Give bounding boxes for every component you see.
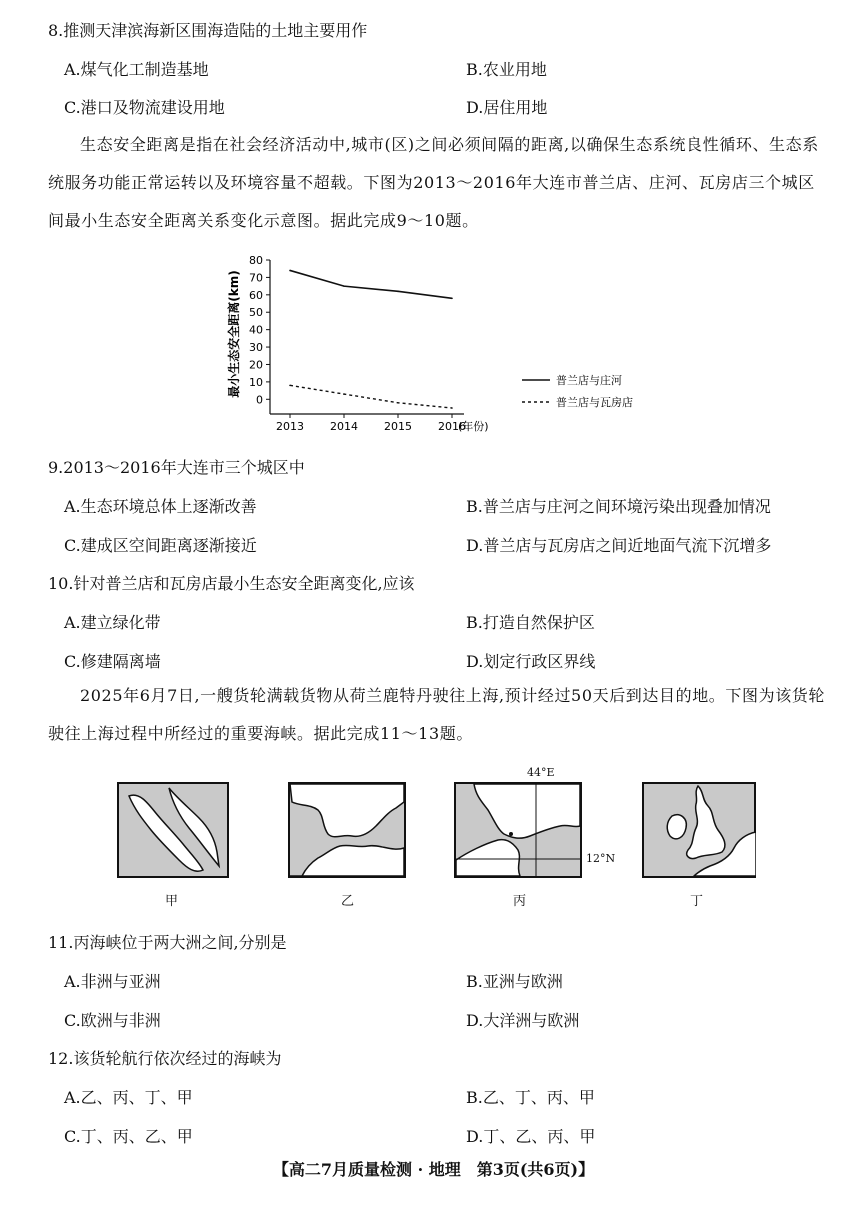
map-yi: [288, 782, 406, 878]
chart-legend: [522, 373, 633, 409]
q10-option-b[interactable]: B.打造自然保护区: [466, 613, 595, 632]
q10-option-a[interactable]: A.建立绿化带: [64, 613, 161, 632]
x-tick-label: 2013: [276, 420, 304, 433]
page-footer: 【高二7月质量检测 · 地理 第3页(共6页)】: [272, 1160, 595, 1179]
q8-option-a[interactable]: A.煤气化工制造基地: [64, 60, 209, 79]
q8-option-d[interactable]: D.居住用地: [466, 98, 548, 117]
data-point: [397, 402, 399, 404]
q11-option-d[interactable]: D.大洋洲与欧洲: [466, 1011, 580, 1030]
series-line-1: [290, 270, 452, 298]
y-tick-label: 80: [249, 254, 263, 267]
x-tick-label: 2016: [438, 420, 466, 433]
data-point: [451, 407, 453, 409]
x-tick-label: 2014: [330, 420, 358, 433]
q10-stem: 10.针对普兰店和瓦房店最小生态安全距离变化,应该: [48, 574, 415, 593]
chart-x-ticks: [276, 414, 466, 433]
q9-option-b[interactable]: B.普兰店与庄河之间环境污染出现叠加情况: [466, 497, 771, 516]
q11-stem: 11.丙海峡位于两大洲之间,分别是: [48, 933, 287, 952]
map-label-yi: 乙: [341, 894, 355, 909]
y-tick-label: 50: [249, 306, 263, 320]
q12-option-c[interactable]: C.丁、丙、乙、甲: [64, 1127, 193, 1146]
q12-option-b[interactable]: B.乙、丁、丙、甲: [466, 1088, 595, 1107]
q12-stem: 12.该货轮航行依次经过的海峡为: [48, 1049, 282, 1068]
map-label-bing: 丙: [513, 894, 527, 909]
map-ding: [642, 782, 756, 878]
legend-label: 普兰店与庄河: [556, 374, 622, 387]
q9-option-a[interactable]: A.生态环境总体上逐渐改善: [64, 497, 257, 516]
q10-option-c[interactable]: C.修建隔离墙: [64, 652, 161, 671]
map-jia: [117, 782, 229, 878]
q11-option-a[interactable]: A.非洲与亚洲: [64, 972, 161, 991]
y-tick-label: 10: [249, 375, 263, 389]
y-tick-label: 60: [249, 288, 263, 302]
q10-option-d[interactable]: D.划定行政区界线: [466, 652, 596, 671]
series-line-2: [290, 385, 452, 408]
y-tick-label: 30: [249, 341, 263, 355]
map-label-jia: 甲: [165, 894, 179, 909]
chart-y-ticks: [249, 254, 270, 406]
map-bing-latitude: 12°N: [586, 852, 616, 865]
chart-axes: [270, 260, 464, 414]
chart-y-label: 最小生态安全距离(km): [227, 270, 241, 398]
passage-ecological-distance: 生态安全距离是指在社会经济活动中,城市(区)之间必须间隔的距离,以确保生态系统良性循环、生态系统服务功能正常运转以及环境容量不超载。下图为2013～2016年大连市普兰店、庄河、瓦房店三个城区间最小生态安全距离关系变化示意图。据此完成9～10题。: [48, 135, 819, 230]
chart-x-label: (年份): [458, 420, 489, 433]
q9-option-d[interactable]: D.普兰店与瓦房店之间近地面气流下沉增多: [466, 536, 772, 555]
q8-option-b[interactable]: B.农业用地: [466, 60, 547, 79]
legend-label: 普兰店与瓦房店: [556, 396, 633, 409]
map-bing: [454, 782, 582, 878]
q11-option-b[interactable]: B.亚洲与欧洲: [466, 972, 563, 991]
q12-option-d[interactable]: D.丁、乙、丙、甲: [466, 1127, 596, 1146]
data-point: [289, 385, 291, 387]
y-tick-label: 20: [249, 358, 263, 372]
data-point: [343, 285, 345, 287]
y-tick-label: 40: [249, 323, 263, 337]
q9-stem: 9.2013～2016年大连市三个城区中: [48, 458, 305, 477]
data-point: [289, 270, 291, 272]
x-tick-label: 2015: [384, 420, 412, 433]
map-bing-longitude: 44°E: [527, 766, 555, 779]
y-tick-label: 70: [249, 271, 263, 285]
data-point: [343, 393, 345, 395]
y-tick-label: 0: [256, 393, 263, 407]
distance-line-chart: [222, 250, 652, 440]
data-point: [397, 291, 399, 293]
q9-option-c[interactable]: C.建成区空间距离逐渐接近: [64, 536, 257, 555]
q8-stem: 8.推测天津滨海新区围海造陆的土地主要用作: [48, 21, 368, 40]
passage-cargo-ship: 2025年6月7日,一艘货轮满载货物从荷兰鹿特丹驶往上海,预计经过50天后到达目的地。下图为该货轮驶往上海过程中所经过的重要海峡。据此完成11～13题。: [48, 686, 826, 743]
map-label-ding: 丁: [690, 894, 704, 909]
data-point: [451, 298, 453, 300]
q8-option-c[interactable]: C.港口及物流建设用地: [64, 98, 225, 117]
q12-option-a[interactable]: A.乙、丙、丁、甲: [64, 1088, 193, 1107]
q11-option-c[interactable]: C.欧洲与非洲: [64, 1011, 161, 1030]
chart-series: [289, 270, 453, 409]
